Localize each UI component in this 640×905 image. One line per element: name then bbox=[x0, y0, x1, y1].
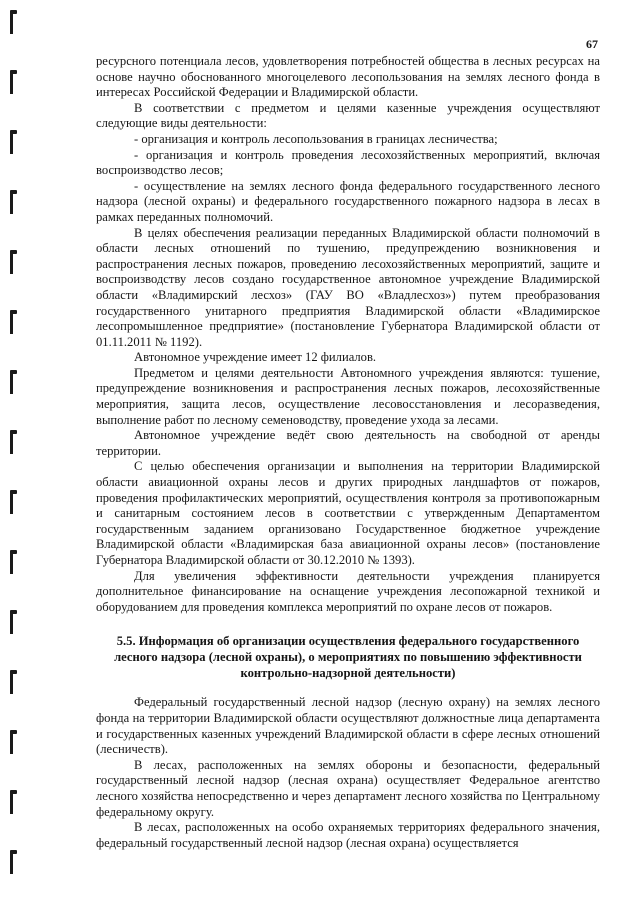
binding-ring bbox=[10, 730, 17, 754]
binding-ring bbox=[10, 310, 17, 334]
paragraphs-bottom bbox=[96, 695, 600, 851]
binding-ring bbox=[10, 190, 17, 214]
paragraph: Автономное учреждение имеет 12 филиалов. bbox=[134, 350, 377, 365]
paragraph: Предметом и целями деятельности Автономного учреждения являются: тушение, предупреждение возникновения и распространения лесных пожаров, лесохозяйственные мероприятия, защита лесов, осуществление лесовосстановления и лесоразведения, выполнение работ по лесному семеноводству, проведение ухода за лесами. bbox=[96, 365, 600, 427]
binding-ring bbox=[10, 10, 17, 34]
paragraph: Автономное учреждение ведёт свою деятельность на свободной от аренды территории. bbox=[96, 428, 600, 458]
paragraph: - организация и контроль лесопользования в границах лесничества; bbox=[134, 131, 498, 146]
binding-ring bbox=[10, 550, 17, 574]
paragraph: Для увеличения эффективности деятельности учреждения планируется дополнительное финансирование на оснащение учреждения лесопожарной техникой и оборудованием для проведения комплекса мероприятий по охране лесов от пожаров. bbox=[96, 568, 600, 614]
paragraph: В соответствии с предметом и целями казенные учреждения осуществляют следующие виды деятельности: bbox=[96, 100, 600, 131]
binding-ring bbox=[10, 670, 17, 694]
binding-ring bbox=[10, 250, 17, 274]
paragraph: ресурсного потенциала лесов, удовлетворения потребностей общества в лесных ресурсах на основе научно обоснованного многоцелевого лесопользования на землях лесного фонда в интересах Российской Федерации и Владимирской области. bbox=[96, 54, 600, 100]
binding-ring bbox=[10, 70, 17, 94]
page-number: 67 bbox=[586, 37, 598, 51]
paragraph: В целях обеспечения реализации переданных Владимирской области полномочий в области лесных отношений по тушению, предупреждению возникновения и распространения лесных пожаров, проведению лесохозяйственных мероприятий, защите и воспроизводству лесов создано государственное автономное учреждение Владимирской области «Владимирский лесхоз» (ГАУ ВО «Владлесхоз») путем преобразования государственного унитарного предприятия Владимирской области «Владимирское лесопромышленное предприятие» (постановление Губернатора Владимирской области от 01.11.2011 № 1192). bbox=[96, 225, 600, 349]
binding-ring bbox=[10, 790, 17, 814]
paragraph: Федеральный государственный лесной надзор (лесную охрану) на землях лесного фонда на территории Владимирской области осуществляют должностные лица департамента и государственных казенных учреждений Владимирской области в сфере лесных отношений (лесничеств). bbox=[96, 695, 600, 757]
binding-ring bbox=[10, 850, 17, 874]
binding-ring bbox=[10, 130, 17, 154]
paragraphs-top bbox=[96, 54, 600, 615]
document-body bbox=[96, 54, 600, 851]
binding-ring bbox=[10, 370, 17, 394]
section-heading: 5.5. Информация об организации осуществления федерального государственного лесного надзора (лесной охраны), о мероприятиях по повышению эффективности контрольно-надзорной деятельности) bbox=[114, 634, 582, 681]
binding-ring bbox=[10, 610, 17, 634]
spiral-binding bbox=[2, 0, 24, 905]
paragraph: В лесах, расположенных на особо охраняемых территориях федерального значения, федеральный государственный лесной надзор (лесная охрана) осуществляется bbox=[96, 820, 600, 850]
paragraph: - осуществление на землях лесного фонда федерального государственного лесного надзора (лесной охраны) и федерального государственного пожарного надзора в лесах в рамках переданных полномочий. bbox=[96, 178, 600, 224]
paragraph: - организация и контроль проведения лесохозяйственных мероприятий, включая воспроизводство лесов; bbox=[96, 147, 600, 178]
binding-ring bbox=[10, 490, 17, 514]
paragraph: С целью обеспечения организации и выполнения на территории Владимирской области авиационной охраны лесов и других природных ландшафтов от пожаров, проведения профилактических мероприятий, осуществления контроля за противопожарным и санитарным состоянием лесов в соответствии с утвержденным Департаментом государственным заданием организовано Государственное бюджетное учреждение Владимирской области «Владимирская база авиационной охраны лесов» (постановление Губернатора Владимирской области от 30.12.2010 № 1393). bbox=[96, 459, 600, 567]
binding-ring bbox=[10, 430, 17, 454]
paragraph: В лесах, расположенных на землях обороны и безопасности, федеральный государственный лесной надзор (лесная охрана) осуществляет Федеральное агентство лесного хозяйства непосредственно и через департамент лесного хозяйства по Центральному федеральному округу. bbox=[96, 757, 600, 819]
